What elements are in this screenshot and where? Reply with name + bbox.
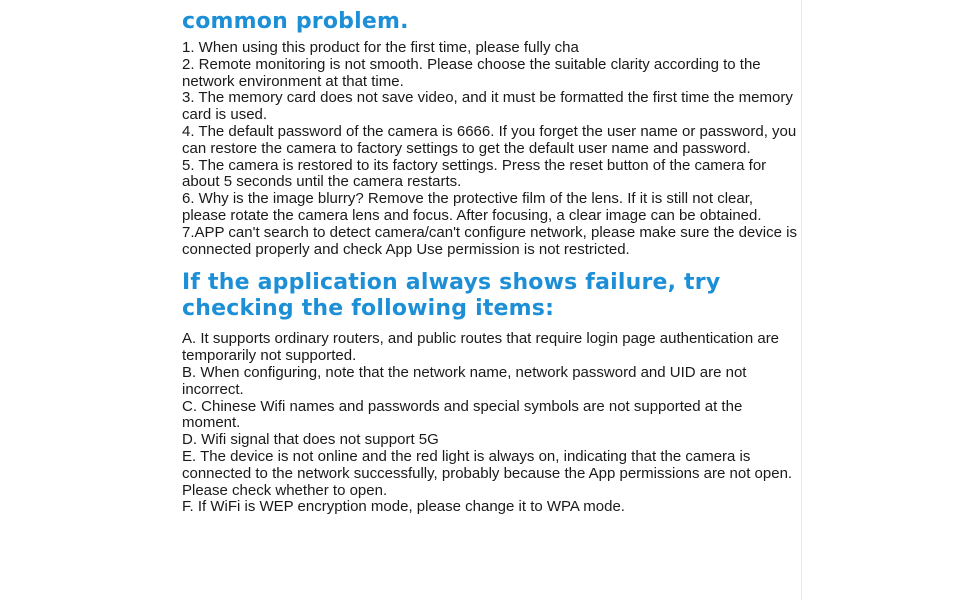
list-item: C. Chinese Wifi names and passwords and special symbols are not supported at the moment. <box>182 397 743 432</box>
list-item: 1. When using this product for the first time, please fully cha <box>182 39 579 56</box>
troubleshooting-heading: If the application always shows failure, try checking the following items: <box>182 270 721 322</box>
list-item: 5. The camera is restored to its factory settings. Press the reset button of the camera for about 5 seconds until the camera restarts. <box>182 156 767 191</box>
list-item: D. Wifi signal that does not support 5G <box>182 431 439 449</box>
list-item: 7.APP can't search to detect camera/can't configure network, please make sure the device is connected properly and check App Use permission is not restricted. <box>182 223 797 258</box>
common-problem-list <box>182 40 797 258</box>
list-item: A. It supports ordinary routers, and public routes that require login page authentication are temporarily not supported. <box>182 330 780 365</box>
list-item: 2. Remote monitoring is not smooth. Please choose the suitable clarity according to the network environment at that time. <box>182 55 761 90</box>
list-item: F. If WiFi is WEP encryption mode, please change it to WPA mode. <box>182 498 625 516</box>
document-content <box>182 8 797 516</box>
list-item: 4. The default password of the camera is 6666. If you forget the user name or password, you can restore the camera to factory settings to get the default user name and password. <box>182 122 797 157</box>
list-item: 3. The memory card does not save video, and it must be formatted the first time the memory card is used. <box>182 89 793 124</box>
list-item: 6. Why is the image blurry? Remove the protective film of the lens. If it is still not clear, please rotate the camera lens and focus. After focusing, a clear image can be obtained. <box>182 190 762 224</box>
common-problem-heading: common problem. <box>182 9 409 34</box>
list-item: B. When configuring, note that the network name, network password and UID are not incorrect. <box>182 363 747 398</box>
page-edge-divider <box>801 0 802 600</box>
troubleshooting-list <box>182 331 797 516</box>
list-item: E. The device is not online and the red light is always on, indicating that the camera is connected to the network successfully, probably because the App permissions are not open. Please check whether to open. <box>182 447 793 499</box>
